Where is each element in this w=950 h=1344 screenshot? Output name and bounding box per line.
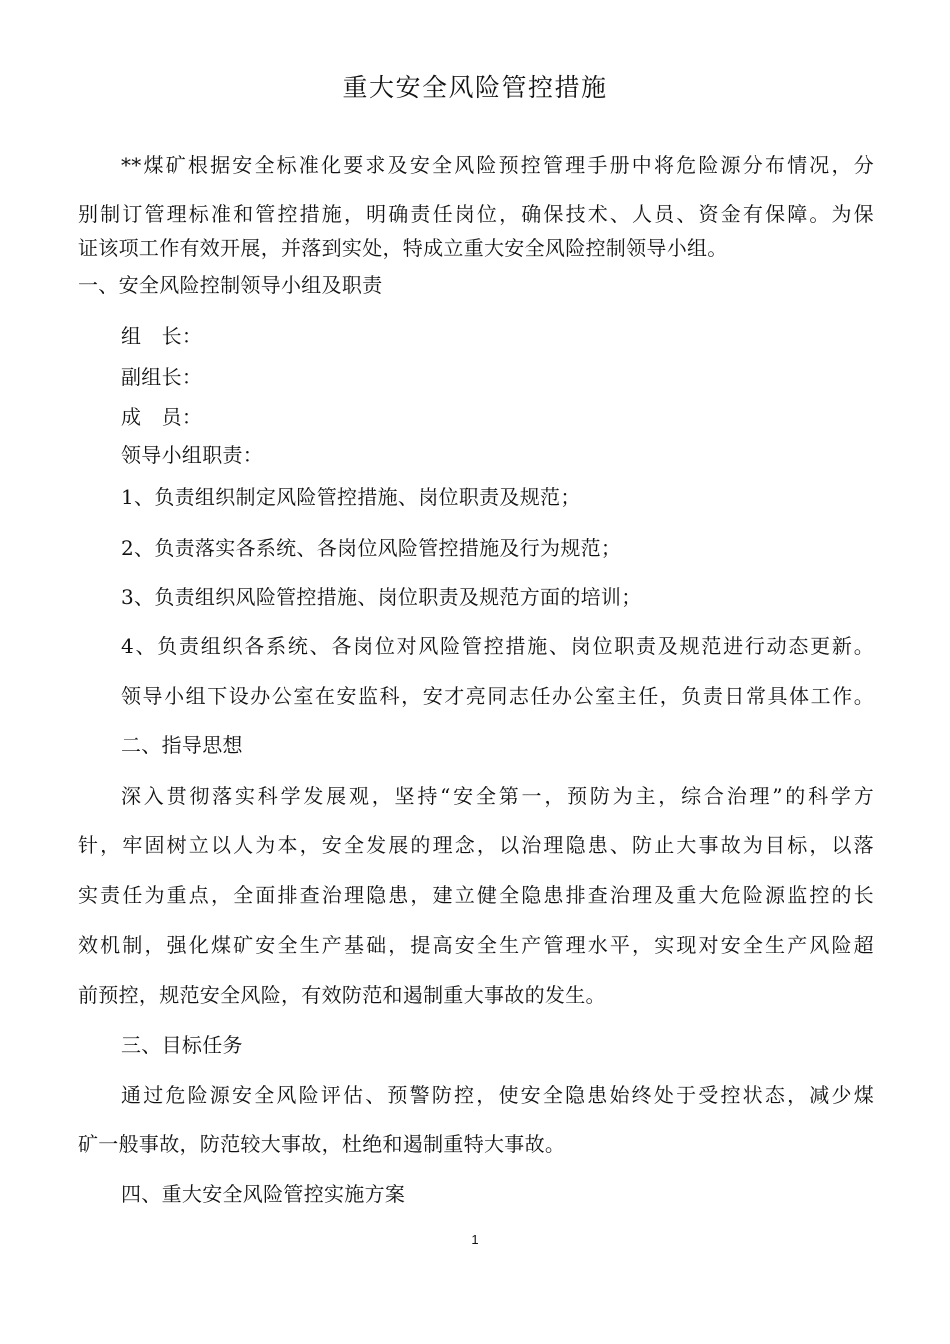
target-line-2: 矿一般事故，防范较大事故，杜绝和遏制重特大事故。: [78, 1132, 566, 1156]
duty-item-2: 2、负责落实各系统、各岗位风险管控措施及行为规范；: [121, 536, 622, 560]
page-number: 1: [471, 1232, 479, 1247]
guiding-line-1: 深入贯彻落实科学发展观，坚持“安全第一，预防为主，综合治理”的科学方: [121, 784, 874, 808]
guiding-line-2: 针，牢固树立以人为本，安全发展的理念，以治理隐患、防止大事故为目标，以落: [78, 833, 874, 857]
office-statement: 领导小组下设办公室在安监科，安才亮同志任办公室主任，负责日常具体工作。: [121, 684, 874, 708]
section-heading-4: 四、重大安全风险管控实施方案: [121, 1182, 406, 1206]
guiding-line-5: 前预控，规范安全风险，有效防范和遏制重大事故的发生。: [78, 983, 606, 1007]
duty-item-1: 1、负责组织制定风险管控措施、岗位职责及规范；: [121, 485, 581, 509]
duty-item-4: 4、负责组织各系统、各岗位对风险管控措施、岗位职责及规范进行动态更新。: [121, 634, 874, 658]
duties-label: 领导小组职责：: [121, 443, 264, 467]
section-heading-3: 三、目标任务: [121, 1033, 243, 1057]
section-heading-1: 一、安全风险控制领导小组及职责: [78, 273, 383, 297]
intro-line-1: **煤矿根据安全标准化要求及安全风险预控管理手册中将危险源分布情况，分: [121, 153, 874, 177]
target-line-1: 通过危险源安全风险评估、预警防控，使安全隐患始终处于受控状态，减少煤: [121, 1083, 874, 1107]
document-title: 重大安全风险管控措施: [342, 73, 608, 102]
section-heading-2: 二、指导思想: [121, 733, 243, 757]
guiding-line-3: 实责任为重点，全面排查治理隐患，建立健全隐患排查治理及重大危险源监控的长: [78, 883, 874, 907]
guiding-line-4: 效机制，强化煤矿安全生产基础，提高安全生产管理水平，实现对安全生产风险超: [78, 933, 874, 957]
leader-label: 组 长：: [121, 324, 203, 348]
members-label: 成 员：: [121, 405, 203, 429]
intro-line-2: 别制订管理标准和管控措施，明确责任岗位，确保技术、人员、资金有保障。为保: [78, 202, 874, 226]
deputy-leader-label: 副组长：: [121, 365, 203, 389]
intro-line-3: 证该项工作有效开展，并落到实处，特成立重大安全风险控制领导小组。: [78, 236, 728, 260]
duty-item-3: 3、负责组织风险管控措施、岗位职责及规范方面的培训；: [121, 585, 642, 609]
